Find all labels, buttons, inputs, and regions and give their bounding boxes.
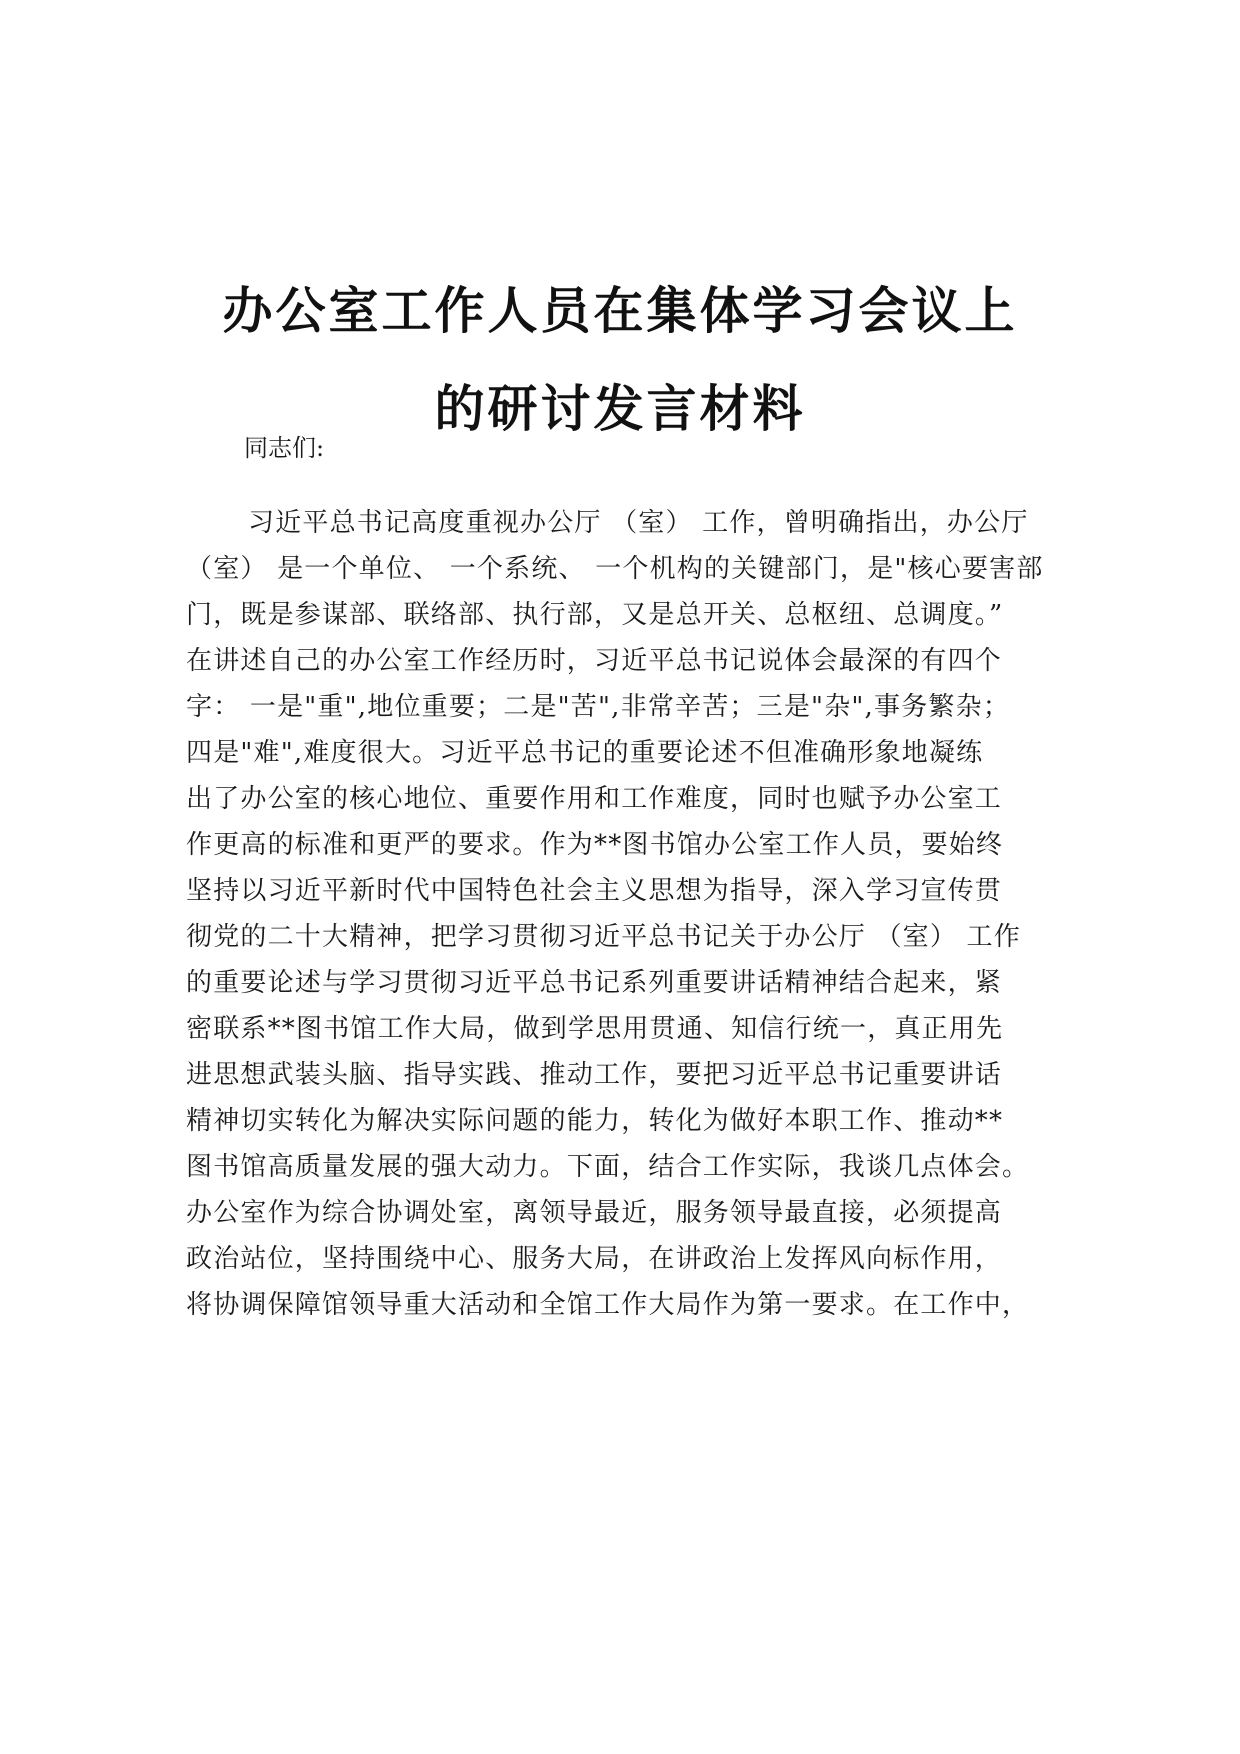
body-line: 进思想武装头脑、指导实践、推动工作，要把习近平总书记重要讲话 [186, 1060, 1003, 1090]
body-line: 出了办公室的核心地位、重要作用和工作难度，同时也赋予办公室工 [186, 784, 1003, 814]
body-line: 字： 一是"重",地位重要；二是"苦",非常辛苦；三是"杂",事务繁杂； [186, 692, 1011, 722]
body-line: 习近平总书记高度重视办公厅 （室） 工作，曾明确指出，办公厅 [248, 508, 1029, 538]
body-line: 密联系**图书馆工作大局，做到学思用贯通、知信行统一，真正用先 [186, 1014, 1004, 1044]
body-line: （室） 是一个单位、 一个系统、 一个机构的关键部门，是"核心要害部 [186, 554, 1044, 584]
document-title [150, 262, 1090, 458]
body-line: 门，既是参谋部、联络部、执行部，又是总开关、总枢纽、总调度。” [186, 600, 1004, 630]
body-line: 坚持以习近平新时代中国特色社会主义思想为指导，深入学习宣传贯 [186, 876, 1003, 906]
body-line: 精神切实转化为解决实际问题的能力，转化为做好本职工作、推动** [186, 1106, 1004, 1136]
title-line-2: 的研讨发言材料 [434, 380, 806, 438]
body-line: 政治站位，坚持围绕中心、服务大局，在讲政治上发挥风向标作用， [186, 1244, 1003, 1274]
body-line: 作更高的标准和更严的要求。作为**图书馆办公室工作人员，要始终 [186, 830, 1004, 860]
body-line: 彻党的二十大精神，把学习贯彻习近平总书记关于办公厅 （室） 工作 [186, 922, 1021, 952]
body-line: 的重要论述与学习贯彻习近平总书记系列重要讲话精神结合起来，紧 [186, 968, 1003, 998]
body-line: 四是"难",难度很大。习近平总书记的重要论述不但准确形象地凝练 [186, 738, 984, 768]
body-line: 图书馆高质量发展的强大动力。下面，结合工作实际，我谈几点体会。 [186, 1152, 1030, 1182]
body-line: 在讲述自己的办公室工作经历时，习近平总书记说体会最深的有四个 [186, 646, 1003, 676]
body-line: 办公室作为综合协调处室，离领导最近，服务领导最直接，必须提高 [186, 1198, 1003, 1228]
title-line-1: 办公室工作人员在集体学习会议上 [222, 282, 1018, 340]
body-line: 将协调保障馆领导重大活动和全馆工作大局作为第一要求。在工作中， [186, 1290, 1030, 1320]
salutation: 同志们: [244, 434, 325, 462]
body-paragraph [186, 500, 1054, 1328]
